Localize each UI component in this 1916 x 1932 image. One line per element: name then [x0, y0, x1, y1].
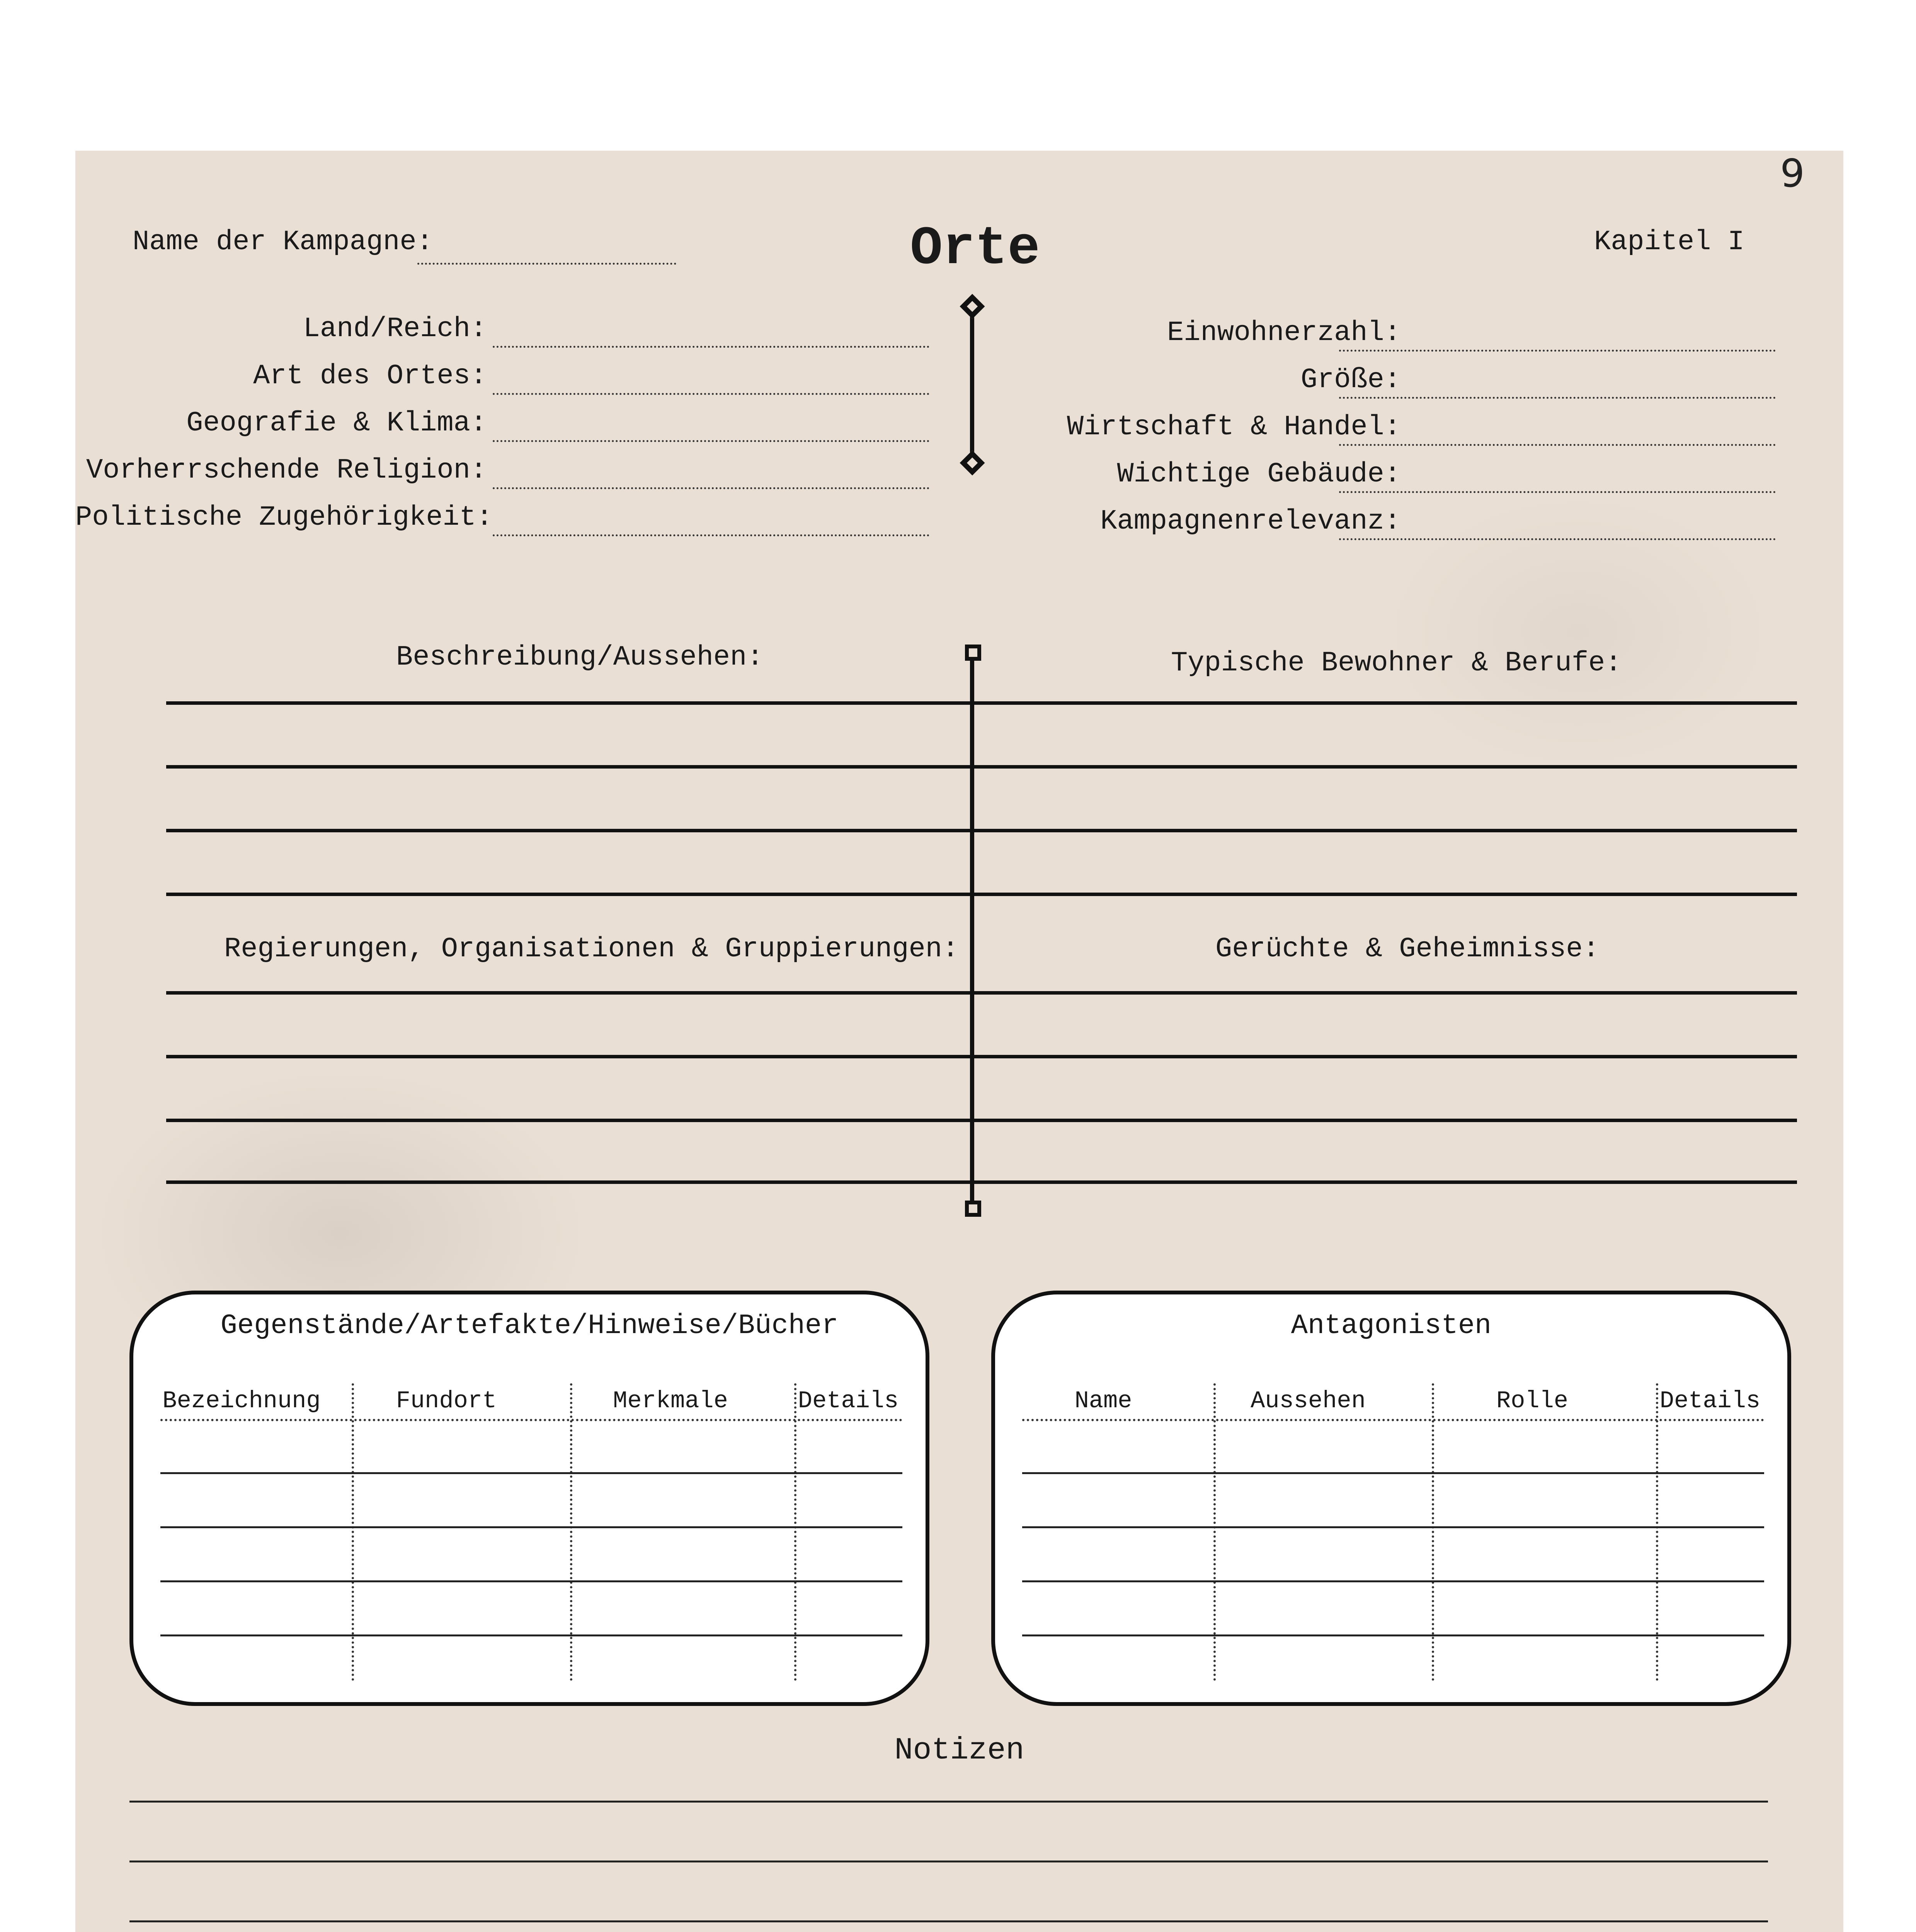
- notes-line[interactable]: [129, 1920, 1768, 1922]
- antagonists-card: [991, 1291, 1791, 1706]
- items-card: [129, 1291, 929, 1706]
- field-input-art[interactable]: [493, 393, 929, 395]
- field-label-art: Art des Ortes:: [253, 360, 487, 392]
- field-label-land: Land/Reich:: [303, 313, 487, 345]
- field-input-einwohner[interactable]: [1339, 350, 1776, 352]
- writing-line[interactable]: [166, 1055, 1797, 1058]
- writing-line[interactable]: [166, 829, 1797, 832]
- field-label-wirtschaft: Wirtschaft & Handel:: [1067, 411, 1401, 443]
- field-label-gebaeude: Wichtige Gebäude:: [1117, 458, 1401, 490]
- notes-line[interactable]: [129, 1861, 1768, 1862]
- items-header-divider: [160, 1419, 902, 1421]
- table-row[interactable]: [1022, 1526, 1764, 1528]
- field-input-wirtschaft[interactable]: [1339, 444, 1776, 446]
- antagonists-card-title: Antagonisten: [1291, 1310, 1492, 1342]
- antagonists-header-divider: [1022, 1419, 1764, 1421]
- page-number: 9: [1780, 151, 1805, 196]
- field-label-geografie: Geografie & Klima:: [186, 407, 487, 439]
- antagonists-col-aussehen: Aussehen: [1251, 1387, 1366, 1415]
- chapter-label: Kapitel I: [1594, 226, 1744, 258]
- writing-line[interactable]: [166, 991, 1797, 995]
- field-label-groesse: Größe:: [1300, 364, 1401, 396]
- section-title-inhabitants: Typische Bewohner & Berufe:: [1171, 647, 1622, 679]
- writing-line[interactable]: [166, 765, 1797, 769]
- field-input-relevanz[interactable]: [1339, 538, 1776, 540]
- square-ornament-top: [965, 645, 981, 661]
- section-title-governments: Regierungen, Organisationen & Gruppierungen:: [224, 933, 959, 965]
- antagonists-col-rolle: Rolle: [1496, 1387, 1569, 1415]
- writing-line[interactable]: [166, 893, 1797, 896]
- field-label-relevanz: Kampagnenrelevanz:: [1100, 505, 1401, 537]
- table-row[interactable]: [1022, 1472, 1764, 1474]
- campaign-name-field[interactable]: [417, 263, 676, 265]
- items-col-bezeichnung: Bezeichnung: [162, 1387, 321, 1415]
- writing-line[interactable]: [166, 701, 1797, 705]
- writing-line[interactable]: [166, 1119, 1797, 1122]
- field-input-gebaeude[interactable]: [1339, 491, 1776, 493]
- character-sheet-page: [75, 151, 1843, 1932]
- field-input-geografie[interactable]: [493, 440, 929, 442]
- table-row[interactable]: [160, 1580, 902, 1582]
- writing-line[interactable]: [166, 1180, 1797, 1184]
- notes-line[interactable]: [129, 1801, 1768, 1803]
- table-row[interactable]: [160, 1634, 902, 1636]
- field-input-land[interactable]: [493, 346, 929, 348]
- antagonists-col-details: Details: [1659, 1387, 1761, 1415]
- field-label-politik: Politische Zugehörigkeit:: [75, 502, 493, 533]
- table-row[interactable]: [1022, 1580, 1764, 1582]
- notes-title: Notizen: [894, 1733, 1024, 1768]
- table-row[interactable]: [160, 1472, 902, 1474]
- table-row[interactable]: [160, 1526, 902, 1528]
- section-title-description: Beschreibung/Aussehen:: [396, 641, 764, 673]
- items-card-title: Gegenstände/Artefakte/Hinweise/Bücher: [220, 1310, 839, 1342]
- items-col-details: Details: [798, 1387, 899, 1415]
- diamond-ornament-top: [960, 294, 985, 319]
- items-col-fundort: Fundort: [396, 1387, 497, 1415]
- antagonists-col-name: Name: [1074, 1387, 1132, 1415]
- page-title: Orte: [910, 218, 1040, 280]
- section-title-rumors: Gerüchte & Geheimnisse:: [1215, 933, 1600, 965]
- field-input-groesse[interactable]: [1339, 397, 1776, 399]
- table-row[interactable]: [1022, 1634, 1764, 1636]
- field-label-einwohner: Einwohnerzahl:: [1167, 317, 1401, 349]
- campaign-name-label: Name der Kampagne:: [133, 226, 433, 258]
- field-input-politik[interactable]: [493, 534, 929, 536]
- field-label-religion: Vorherrschende Religion:: [86, 454, 487, 486]
- square-ornament-bottom: [965, 1201, 981, 1217]
- field-input-religion[interactable]: [493, 487, 929, 489]
- items-col-merkmale: Merkmale: [613, 1387, 728, 1415]
